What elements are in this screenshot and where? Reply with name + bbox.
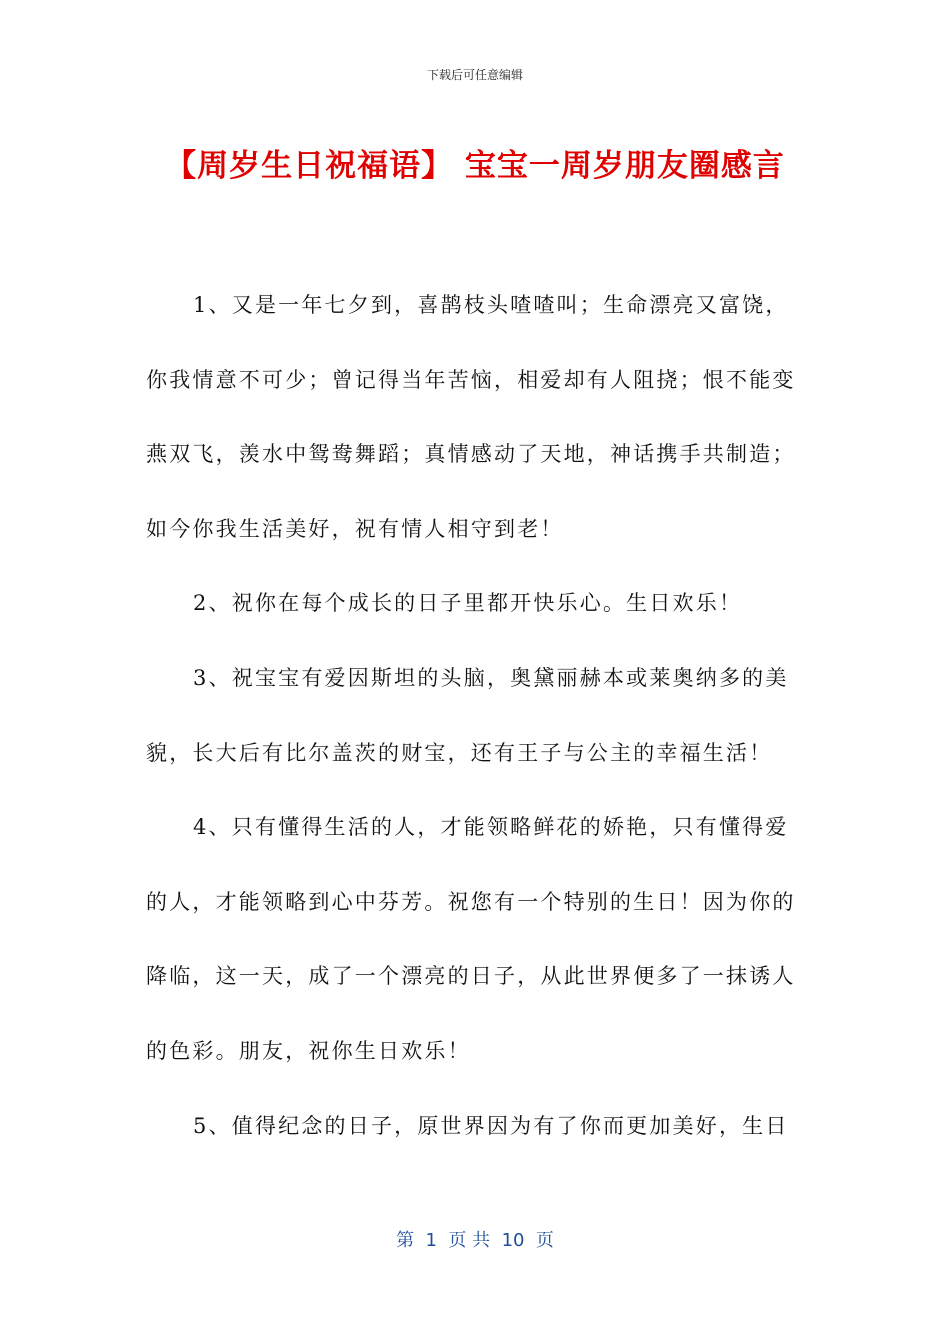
paragraph-1: 1、又是一年七夕到，喜鹊枝头喳喳叫；生命漂亮又富饶，你我情意不可少；曾记得当年苦恼，相爱却有人阻挠；恨不能变燕双飞，羡水中鸳鸯舞蹈；真情感动了天地，神话携手共制造；如今你我生活美好，祝有情人相守到老！ bbox=[146, 293, 796, 541]
page-number-footer: 第 1 页 共 10 页 bbox=[396, 1230, 554, 1251]
document-body bbox=[146, 268, 806, 1163]
header-note: 下载后可任意编辑 bbox=[426, 68, 523, 82]
paragraph-4: 4、只有懂得生活的人，才能领略鲜花的娇艳，只有懂得爱的人，才能领略到心中芬芳。祝您有一个特别的生日！因为你的降临，这一天，成了一个漂亮的日子，从此世界便多了一抹诱人的色彩。朋友，祝你生日欢乐！ bbox=[146, 815, 796, 1063]
paragraph-5: 5、值得纪念的日子，原世界因为有了你而更加美好，生日 bbox=[193, 1113, 789, 1138]
paragraph-3: 3、祝宝宝有爱因斯坦的头脑，奥黛丽赫本或莱奥纳多的美貌，长大后有比尔盖茨的财宝，还有王子与公主的幸福生活！ bbox=[146, 665, 789, 765]
document-title: 【周岁生日祝福语】 宝宝一周岁朋友圈感言 bbox=[165, 148, 785, 184]
paragraph-2: 2、祝你在每个成长的日子里都开快乐心。生日欢乐！ bbox=[193, 591, 743, 616]
